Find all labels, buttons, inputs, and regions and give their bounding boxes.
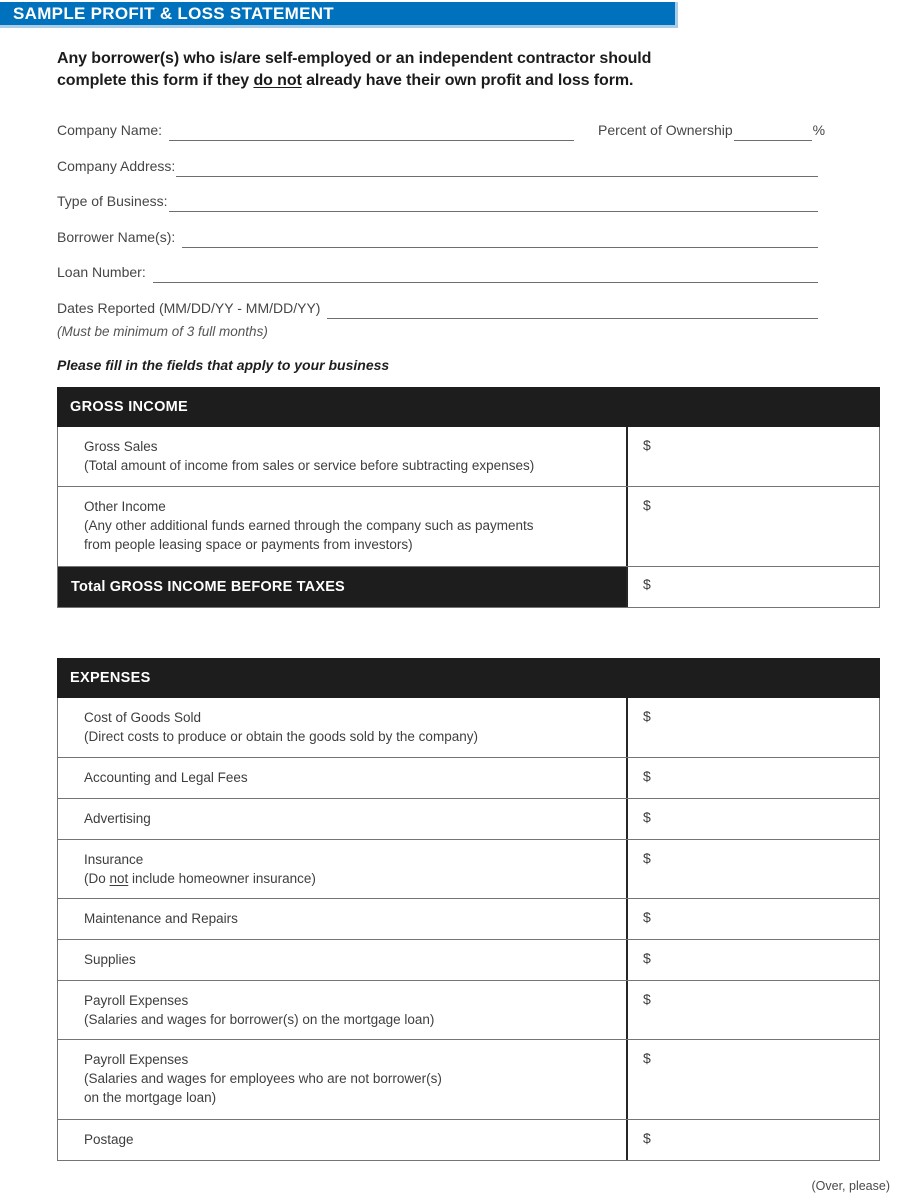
- table-row: [58, 798, 879, 839]
- percent-ownership-line[interactable]: [734, 140, 812, 141]
- company-address-line[interactable]: [176, 176, 818, 177]
- loan-number-label: Loan Number:: [57, 264, 146, 280]
- row-title: Payroll Expenses: [84, 1052, 189, 1067]
- table-row: [58, 1039, 879, 1119]
- row-title: Insurance: [84, 852, 144, 867]
- dollar-sign: $: [643, 950, 651, 966]
- row-label-cell: [58, 940, 628, 980]
- row-description: [84, 869, 612, 888]
- text-segment: (Salaries and wages for borrower(s) on the mortgage loan): [84, 1012, 435, 1027]
- row-description: [84, 535, 612, 554]
- dollar-sign: $: [643, 497, 651, 513]
- field-row-company-name: [57, 122, 826, 141]
- row-label-cell: [58, 1040, 628, 1119]
- amount-entry-cell[interactable]: [628, 840, 879, 898]
- amount-entry-cell[interactable]: [628, 981, 879, 1039]
- text-segment: include homeowner insurance): [128, 871, 316, 886]
- gross-income-header-label: GROSS INCOME: [70, 399, 188, 415]
- table-row: [58, 1119, 879, 1160]
- dollar-sign: $: [643, 991, 651, 1007]
- borrower-names-line[interactable]: [182, 247, 818, 248]
- row-title: Maintenance and Repairs: [84, 911, 238, 926]
- dates-minimum-note: (Must be minimum of 3 full months): [57, 324, 268, 339]
- amount-entry-cell[interactable]: [628, 799, 879, 839]
- row-description: [84, 1010, 612, 1029]
- percent-ownership-label: Percent of Ownership: [598, 122, 733, 138]
- over-please-note: (Over, please): [811, 1179, 890, 1193]
- row-title: Accounting and Legal Fees: [84, 770, 248, 785]
- gross-income-table: [57, 387, 880, 608]
- field-row-borrower-names: [57, 229, 818, 248]
- row-label-cell: [58, 981, 628, 1039]
- amount-entry-cell[interactable]: [628, 1040, 879, 1119]
- row-title: Payroll Expenses: [84, 993, 189, 1008]
- row-label-cell: [58, 840, 628, 898]
- dollar-sign: $: [643, 576, 651, 592]
- amount-entry-cell[interactable]: [628, 487, 879, 566]
- table-row: [58, 757, 879, 798]
- text-segment: (Any other additional funds earned through the company such as payments: [84, 518, 534, 533]
- field-row-loan-number: [57, 264, 818, 283]
- dollar-sign: $: [643, 809, 651, 825]
- amount-entry-cell[interactable]: [628, 940, 879, 980]
- gross-income-total-label: Total GROSS INCOME BEFORE TAXES: [71, 579, 345, 595]
- percent-sign: %: [812, 122, 826, 138]
- row-title: Advertising: [84, 811, 151, 826]
- row-title: Supplies: [84, 952, 136, 967]
- amount-entry-cell[interactable]: [628, 1120, 879, 1160]
- amount-entry-cell[interactable]: [628, 899, 879, 939]
- gross-income-total-amount-cell[interactable]: [628, 567, 879, 607]
- fill-in-instruction: Please fill in the fields that apply to your business: [57, 357, 390, 373]
- loan-number-line[interactable]: [153, 282, 818, 283]
- row-description: [84, 456, 612, 475]
- company-name-label: Company Name:: [57, 122, 163, 138]
- row-description: [84, 1069, 612, 1088]
- amount-entry-cell[interactable]: [628, 698, 879, 757]
- dollar-sign: $: [643, 1050, 651, 1066]
- dollar-sign: $: [643, 1130, 651, 1146]
- intro-paragraph: [57, 48, 777, 92]
- company-address-label: Company Address:: [57, 158, 176, 174]
- row-description: [84, 516, 612, 535]
- table-row: [58, 939, 879, 980]
- dollar-sign: $: [643, 768, 651, 784]
- dollar-sign: $: [643, 708, 651, 724]
- amount-entry-cell[interactable]: [628, 758, 879, 798]
- underlined-text: not: [109, 871, 129, 886]
- type-of-business-label: Type of Business:: [57, 193, 168, 209]
- field-row-company-address: [57, 158, 818, 177]
- dates-reported-label: Dates Reported (MM/DD/YY - MM/DD/YY): [57, 300, 321, 316]
- intro-line-2-post: already have their own profit and loss form.: [301, 72, 634, 89]
- row-title: Cost of Goods Sold: [84, 710, 202, 725]
- row-description: [84, 1088, 612, 1107]
- table-row: [58, 839, 879, 898]
- expenses-header-label: EXPENSES: [70, 670, 151, 686]
- table-row: [58, 427, 879, 486]
- expenses-table: [57, 658, 880, 1161]
- table-row: [58, 980, 879, 1039]
- type-of-business-line[interactable]: [169, 211, 818, 212]
- row-label-cell: [58, 899, 628, 939]
- gross-income-total-row: [58, 566, 879, 607]
- text-segment: from people leasing space or payments from investors): [84, 537, 413, 552]
- form-title: SAMPLE PROFIT & LOSS STATEMENT: [13, 3, 334, 23]
- table-row: [58, 898, 879, 939]
- row-label-cell: [58, 698, 628, 757]
- row-title: Gross Sales: [84, 439, 158, 454]
- amount-entry-cell[interactable]: [628, 427, 879, 486]
- table-row: [58, 486, 879, 566]
- gross-income-header-bar: [57, 387, 880, 427]
- expenses-body: [57, 698, 880, 1161]
- company-name-line[interactable]: [169, 140, 574, 141]
- intro-underlined-phrase: do not: [253, 72, 302, 89]
- dollar-sign: $: [643, 437, 651, 453]
- borrower-names-label: Borrower Name(s):: [57, 229, 176, 245]
- text-segment: (Do: [84, 871, 110, 886]
- text-segment: on the mortgage loan): [84, 1090, 217, 1105]
- gross-income-total-label-cell: [58, 567, 628, 607]
- row-label-cell: [58, 1120, 628, 1160]
- table-row: [58, 698, 879, 757]
- row-description: [84, 727, 612, 746]
- intro-line-1: Any borrower(s) who is/are self-employed or an independent contractor should: [57, 50, 652, 67]
- row-label-cell: [58, 758, 628, 798]
- text-segment: (Salaries and wages for employees who are not borrower(s): [84, 1071, 442, 1086]
- text-segment: (Total amount of income from sales or service before subtracting expenses): [84, 458, 535, 473]
- text-segment: (Direct costs to produce or obtain the goods sold by the company): [84, 729, 478, 744]
- row-label-cell: [58, 427, 628, 486]
- form-title-bar: [0, 2, 678, 28]
- row-label-cell: [58, 487, 628, 566]
- row-title: Postage: [84, 1132, 134, 1147]
- dollar-sign: $: [643, 909, 651, 925]
- dates-reported-line[interactable]: [327, 318, 818, 319]
- row-label-cell: [58, 799, 628, 839]
- intro-line-2-pre: complete this form if they: [57, 72, 254, 89]
- gross-income-body: [57, 427, 880, 608]
- dollar-sign: $: [643, 850, 651, 866]
- intro-line-2: [57, 70, 777, 92]
- field-row-type-of-business: [57, 193, 818, 212]
- expenses-header-bar: [57, 658, 880, 698]
- row-title: Other Income: [84, 499, 166, 514]
- field-row-dates-reported: [57, 300, 818, 319]
